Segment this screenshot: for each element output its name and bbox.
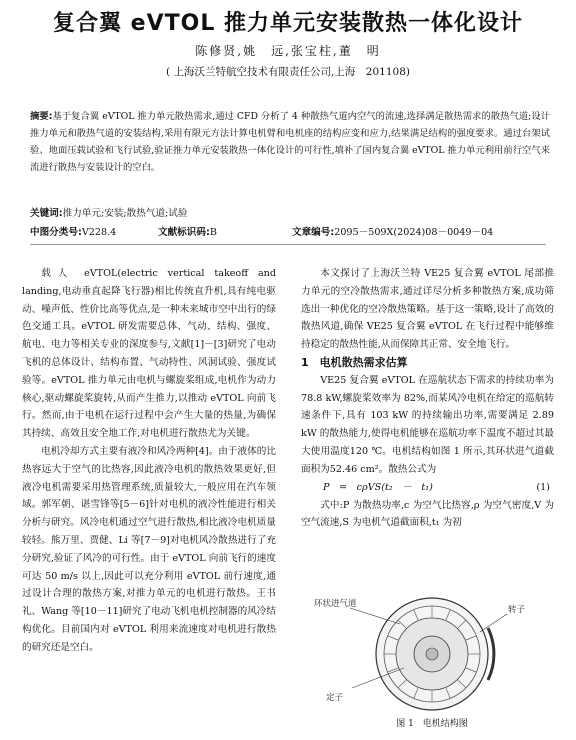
clc-value: V228.4 xyxy=(81,227,117,238)
article-no xyxy=(292,224,493,238)
abstract xyxy=(30,108,550,176)
right-column xyxy=(301,265,554,532)
body-paragraph: 本文探讨了上海沃兰特 VE25 复合翼 eVTOL 尾部推力单元的空冷散热需求,通过详尽分析多种散热方案,成功筛选出一种优化的空冷散热策略。基于这一策略,设计了高效的散热风道,确保 VE25 复合翼 eVTOL 在飞行过程中能够维持稳定的散热性能,从而保障其正常、安全地飞行。 xyxy=(301,268,554,351)
label-stator: 定子 xyxy=(326,693,344,703)
equation-1 xyxy=(301,479,554,497)
body-paragraph: VE25 复合翼 eVTOL 在巡航状态下需求的持续功率为78.8 kW,螺旋桨效率为 82%,而某风冷电机在给定的巡航转速条件下,具有 103 kW 的持续输出功率,需要满足 2.89 kW 的散热能力,使得电机能够在巡航功率下温度不超过其最大使用温度120 ℃。电机结构如图 1 所示,其环状进气道截面积为52.46 cm²。散热公式为 xyxy=(301,374,554,475)
body-paragraph: 电机冷却方式主要有液冷和风冷两种[4]。由于液体的比热容远大于空气的比热容,因此液冷电机的散热效果更好,但液冷电机需要采用热管理系统,质量较大,一般应用在汽车领域。郭军朝、谌雪锋等[5－6]针对电机的液冷性能进行相关分析与研究。风冷电机通过空气进行散热,相比液冷电机质量较轻。熊万里、贾健、Li 等[7－9]对电机风冷散热进行了充分研究,验证了风冷的可行性。由于 eVTOL 向前飞行的速度可达 50 m/s 以上,因此可以充分利用 eVTOL 前行速度,通过设计合理的散热方案,对推力单元的电机进行散热。王书礼、Wang 等[10－11]研究了电动飞机电机控制器的风冷结构优化。目前国内对 eVTOL 利用来流速度对电机进行散热的研究还是空白。 xyxy=(22,445,276,653)
label-rotor: 转子 xyxy=(508,605,526,615)
body-paragraph: 载人 eVTOL(electric vertical takeoff and landing,电动垂直起降飞行器)相比传统直升机,具有纯电驱动、噪声低、性价比高等优点,是一种未来城市空中出行的绿色交通工具。eVTOL 研发需要总体、气动、结构、强度、航电、电力等相关专业的深度参与,文献[1]－[3]研究了电动飞机的总体设计、结构布置、气动特性、风洞试验、强度试验等。eVTOL 推力单元由电机与螺旋桨组成,电机作为动力核心,驱动螺旋桨旋转,从而产生推力,以推动 eVTOL 向前飞行。然而,由于电机在运行过程中会产生大量的热量,为确保其持续、高效且安全地工作,对电机进行散热尤为关键。 xyxy=(22,268,276,440)
leader-rotor xyxy=(480,614,507,632)
equation-number: (1) xyxy=(536,481,550,493)
clc-label: 中图分类号: xyxy=(30,227,82,238)
keywords-text: 推力单元;安装;散热气道;试验 xyxy=(62,208,188,219)
article-no-label: 文章编号: xyxy=(292,227,335,238)
article-no-value: 2095－509X(2024)08－0049－04 xyxy=(334,227,494,238)
authors: 陈修贤,姚 远,张宝柱,董 明 xyxy=(195,44,381,58)
affiliation: ( 上海沃兰特航空技术有限责任公司,上海 201108) xyxy=(166,66,410,78)
figure-caption: 图 1 电机结构图 xyxy=(396,719,468,729)
keywords xyxy=(30,205,550,219)
abstract-label: 摘要: xyxy=(30,111,53,122)
keywords-label: 关键词: xyxy=(30,208,63,219)
clc xyxy=(30,224,116,238)
motor-structure-figure xyxy=(312,588,552,716)
doc-code xyxy=(158,224,217,238)
body-paragraph: 式中:P 为散热功率,c 为空气比热容,ρ 为空气密度,V 为空气流速,S 为电机气道截面积,t₁ 为初 xyxy=(301,499,554,529)
left-column xyxy=(22,265,276,657)
doc-code-value: B xyxy=(209,227,217,238)
paper-title: 复合翼 eVTOL 推力单元安装散热一体化设计 xyxy=(53,11,523,36)
section-heading: 1 电机散热需求估算 xyxy=(301,355,408,369)
motor-body xyxy=(376,598,494,710)
equation-body: P = cρVS(t₂ － t₁) xyxy=(323,481,433,493)
abstract-text: 基于复合翼 eVTOL 推力单元散热需求,通过 CFD 分析了 4 种散热气道内空气的流速,选择满足散热需求的散热气道;设计推力单元和散热气道的安装结构,采用有限元方法计算电机臂和电机座的结构应变和应力,结果满足结构的强度要求。通过台架试验、地面压载试验和飞行试验,验证推力单元安装散热一体化设计的可行性,填补了国内复合翼 eVTOL 推力单元利用前行空气来流进行散热与安装设计的空白。 xyxy=(30,111,551,173)
doc-code-label: 文献标识码: xyxy=(158,227,210,238)
separator-rule xyxy=(30,244,546,245)
label-inlet: 环状进气道 xyxy=(314,599,357,609)
motor-drawing xyxy=(312,588,552,716)
